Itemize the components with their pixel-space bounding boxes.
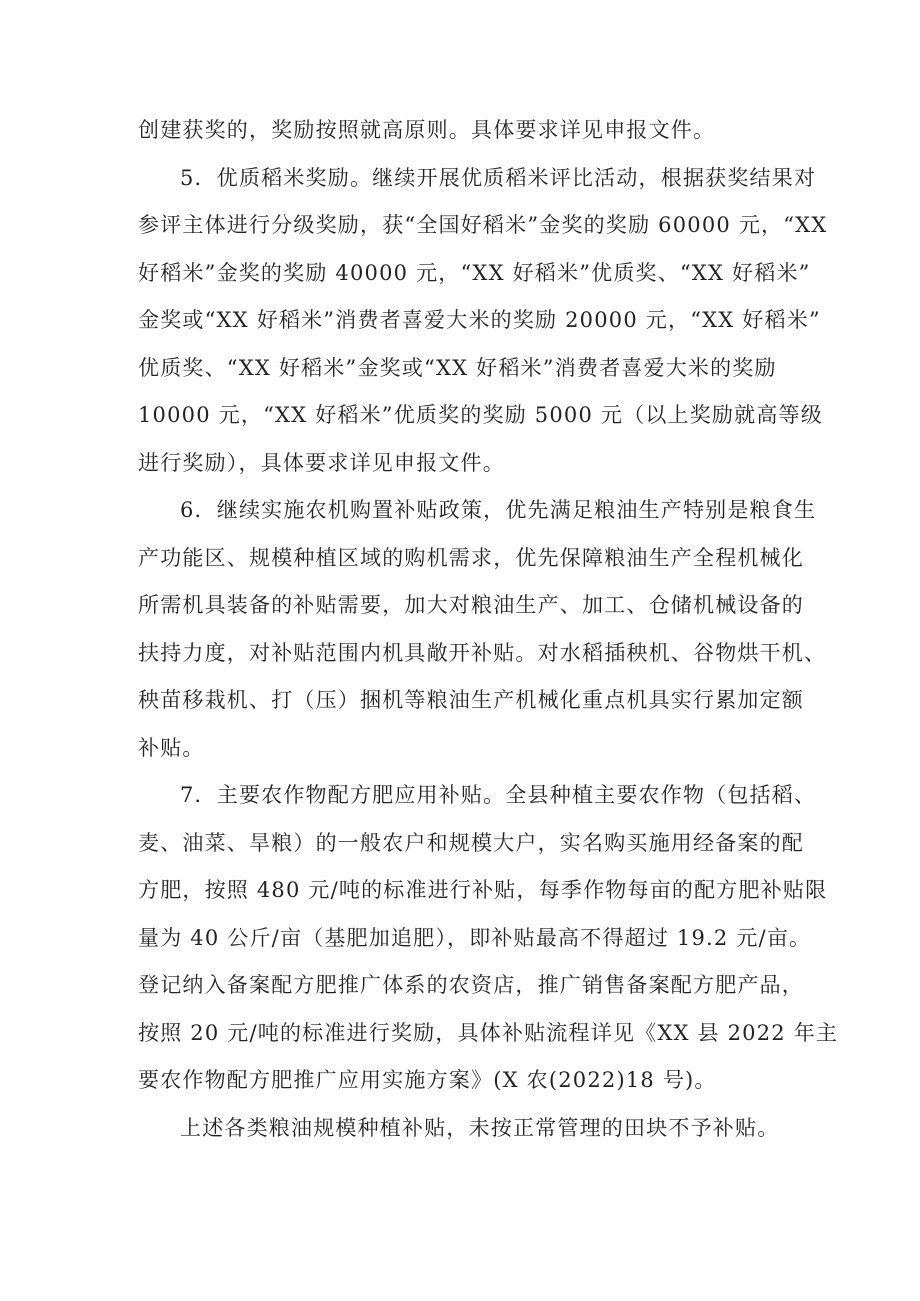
paragraph-line: 补贴。 — [138, 735, 205, 760]
paragraph-line: 创建获奖的，奖励按照就高原则。具体要求详见申报文件。 — [138, 118, 716, 142]
paragraph-line: 10000 元，“XX 好稻米”优质奖的奖励 5000 元（以上奖励就高等级 — [138, 403, 823, 427]
paragraph-line: 6．继续实施农机购置补贴政策，优先满足粮油生产特别是粮食生 — [180, 498, 817, 522]
paragraph-line: 优质奖、“XX 好稻米”金奖或“XX 好稻米”消费者喜爱大米的奖励 — [138, 355, 777, 380]
paragraph-line: 参评主体进行分级奖励，获“全国好稻米”金奖的奖励 60000 元，“XX — [138, 213, 828, 237]
paragraph-line: 金奖或“XX 好稻米”消费者喜爱大米的奖励 20000 元，“XX 好稻米” — [138, 308, 821, 332]
paragraph-line: 5．优质稻米奖励。继续开展优质稻米评比活动，根据获奖结果对 — [180, 165, 817, 190]
document-body — [138, 107, 839, 1152]
paragraph-line: 进行奖励），具体要求详见申报文件。 — [138, 450, 505, 475]
paragraph-line: 扶持力度，对补贴范围内机具敞开补贴。对水稻插秧机、谷物烘干机、 — [138, 640, 827, 665]
paragraph-line: 秧苗移栽机、打（压）捆机等粮油生产机械化重点机具实行累加定额 — [138, 688, 804, 712]
paragraph-line: 好稻米”金奖的奖励 40000 元，“XX 好稻米”优质奖、“XX 好稻米” — [138, 260, 811, 285]
paragraph-line: 7．主要农作物配方肥应用补贴。全县种植主要农作物（包括稻、 — [180, 783, 817, 807]
paragraph-line: 登记纳入备案配方肥推广体系的农资店，推广销售备案配方肥产品， — [138, 973, 804, 997]
paragraph-line: 所需机具装备的补贴需要，加大对粮油生产、加工、仓储机械设备的 — [138, 593, 804, 617]
paragraph-line: 量为 40 公斤/亩（基肥加追肥），即补贴最高不得超过 19.2 元/亩。 — [138, 925, 812, 950]
paragraph-line: 要农作物配方肥推广应用实施方案》(X 农(2022)18 号)。 — [138, 1068, 717, 1092]
paragraph-line: 上述各类粮油规模种植补贴，未按正常管理的田块不予补贴。 — [180, 1115, 780, 1140]
paragraph-line: 产功能区、规模种植区域的购机需求，优先保障粮油生产全程机械化 — [138, 545, 804, 570]
paragraph-line: 方肥，按照 480 元/吨的标准进行补贴，每季作物每亩的配方肥补贴限 — [138, 878, 828, 902]
paragraph-line: 麦、油菜、旱粮）的一般农户和规模大户，实名购买施用经备案的配 — [138, 830, 804, 855]
paragraph-line: 按照 20 元/吨的标准进行奖励，具体补贴流程详见《XX 县 2022 年主 — [138, 1020, 839, 1045]
